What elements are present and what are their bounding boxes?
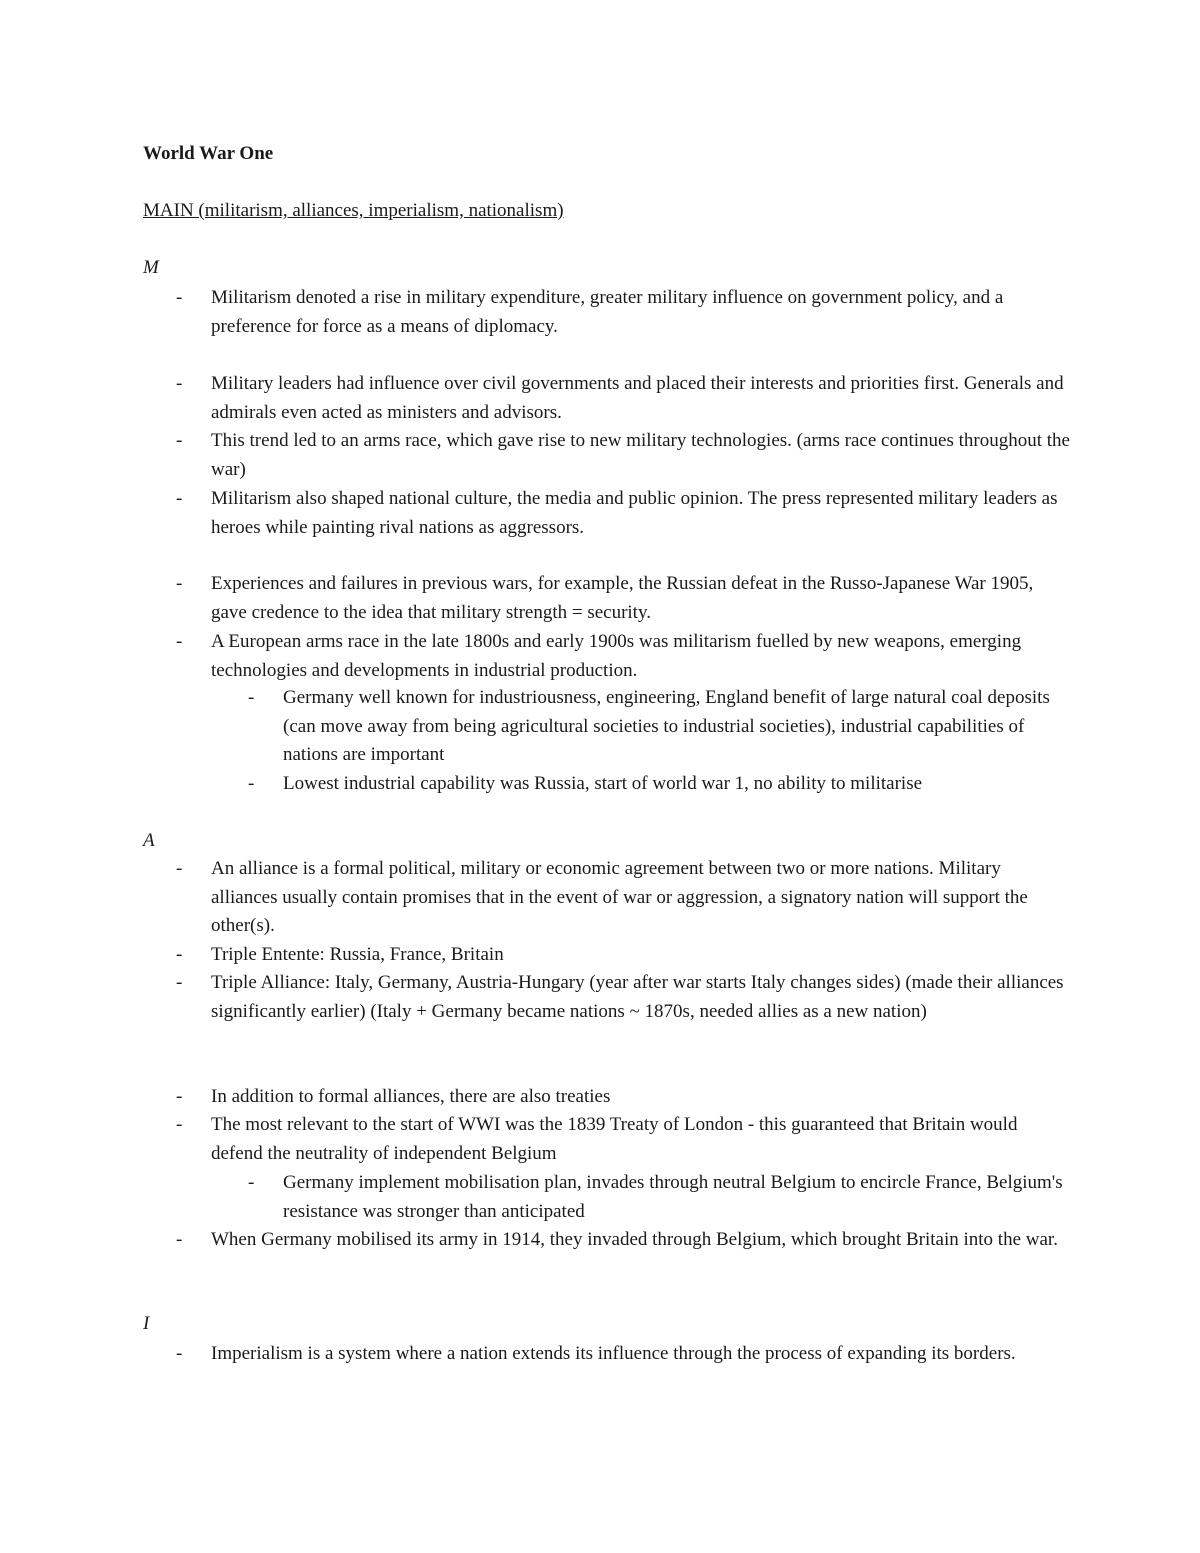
list-item-text: An alliance is a formal political, military or economic agreement between two or more nations. Military alliances usually contain promises that in the event of war or aggression, a signatory nation will support the other(s).	[211, 858, 1028, 937]
list-item	[176, 427, 1071, 484]
list-item-text: In addition to formal alliances, there are also treaties	[211, 1086, 611, 1107]
list-item-text: Triple Entente: Russia, France, Britain	[211, 944, 504, 965]
list-item-text: Experiences and failures in previous wars, for example, the Russian defeat in the Russo-Japanese War 1905, gave credence to the idea that military strength = security.	[211, 573, 1034, 623]
list-item-text: Military leaders had influence over civil governments and placed their interests and priorities first. Generals and admirals even acted as ministers and advisors.	[211, 373, 1064, 423]
bullet-dash: -	[248, 773, 255, 794]
bullet-dash: -	[176, 1343, 183, 1364]
list-item	[176, 1111, 1071, 1168]
list-item-text: Militarism denoted a rise in military expenditure, greater military influence on government policy, and a preference for force as a means of diplomacy.	[211, 287, 1004, 337]
list-item-text: Imperialism is a system where a nation extends its influence through the process of expanding its borders.	[211, 1343, 1016, 1364]
list-item	[176, 570, 1071, 627]
bullet-dash: -	[248, 1172, 255, 1193]
list-item	[176, 969, 1071, 1026]
document-title: World War One	[143, 143, 274, 164]
list-item	[176, 1340, 1071, 1369]
list-item-text: Militarism also shaped national culture, the media and public opinion. The press represented military leaders as heroes while painting rival nations as aggressors.	[211, 488, 1058, 538]
bullet-dash: -	[248, 687, 255, 708]
bullet-dash: -	[176, 573, 183, 594]
list-item	[176, 370, 1071, 427]
bullet-dash: -	[176, 373, 183, 394]
list-item-text: The most relevant to the start of WWI was the 1839 Treaty of London - this guaranteed that Britain would defend the neutrality of independent Belgium	[211, 1114, 1018, 1164]
list-item	[176, 628, 1071, 685]
list-item	[176, 1083, 1071, 1112]
list-item	[176, 855, 1071, 941]
document-subtitle: MAIN (militarism, alliances, imperialism, nationalism)	[143, 200, 564, 221]
sub-list-item	[248, 684, 1073, 770]
bullet-dash: -	[176, 287, 183, 308]
bullet-dash: -	[176, 858, 183, 879]
list-item	[176, 284, 1071, 341]
bullet-dash: -	[176, 1086, 183, 1107]
sub-list-item	[248, 1169, 1073, 1226]
list-item	[176, 485, 1071, 542]
list-item-text: When Germany mobilised its army in 1914, they invaded through Belgium, which brought Britain into the war.	[211, 1229, 1058, 1250]
section-letter-a: A	[143, 830, 155, 851]
list-item-text: A European arms race in the late 1800s and early 1900s was militarism fuelled by new weapons, emerging technologies and developments in industrial production.	[211, 631, 1022, 681]
list-item-text: Triple Alliance: Italy, Germany, Austria-Hungary (year after war starts Italy changes sides) (made their alliances significantly earlier) (Italy + Germany became nations ~ 1870s, needed allies as a new nation)	[211, 972, 1064, 1022]
section-letter-m: M	[143, 257, 159, 278]
list-item-text: This trend led to an arms race, which gave rise to new military technologies. (arms race continues throughout the war)	[211, 430, 1070, 480]
bullet-dash: -	[176, 488, 183, 509]
bullet-dash: -	[176, 944, 183, 965]
list-item-text: Lowest industrial capability was Russia, start of world war 1, no ability to militarise	[283, 773, 923, 794]
sub-list-item	[248, 770, 1073, 799]
list-item-text: Germany well known for industriousness, engineering, England benefit of large natural coal deposits (can move away from being agricultural societies to industrial societies), industrial capabilities of nations are important	[283, 687, 1050, 766]
bullet-dash: -	[176, 430, 183, 451]
list-item-text: Germany implement mobilisation plan, invades through neutral Belgium to encircle France, Belgium's resistance was stronger than anticipated	[283, 1172, 1063, 1222]
bullet-dash: -	[176, 1114, 183, 1135]
bullet-dash: -	[176, 972, 183, 993]
bullet-dash: -	[176, 631, 183, 652]
list-item	[176, 1226, 1071, 1255]
list-item	[176, 941, 1071, 970]
bullet-dash: -	[176, 1229, 183, 1250]
section-letter-i: I	[143, 1313, 150, 1334]
